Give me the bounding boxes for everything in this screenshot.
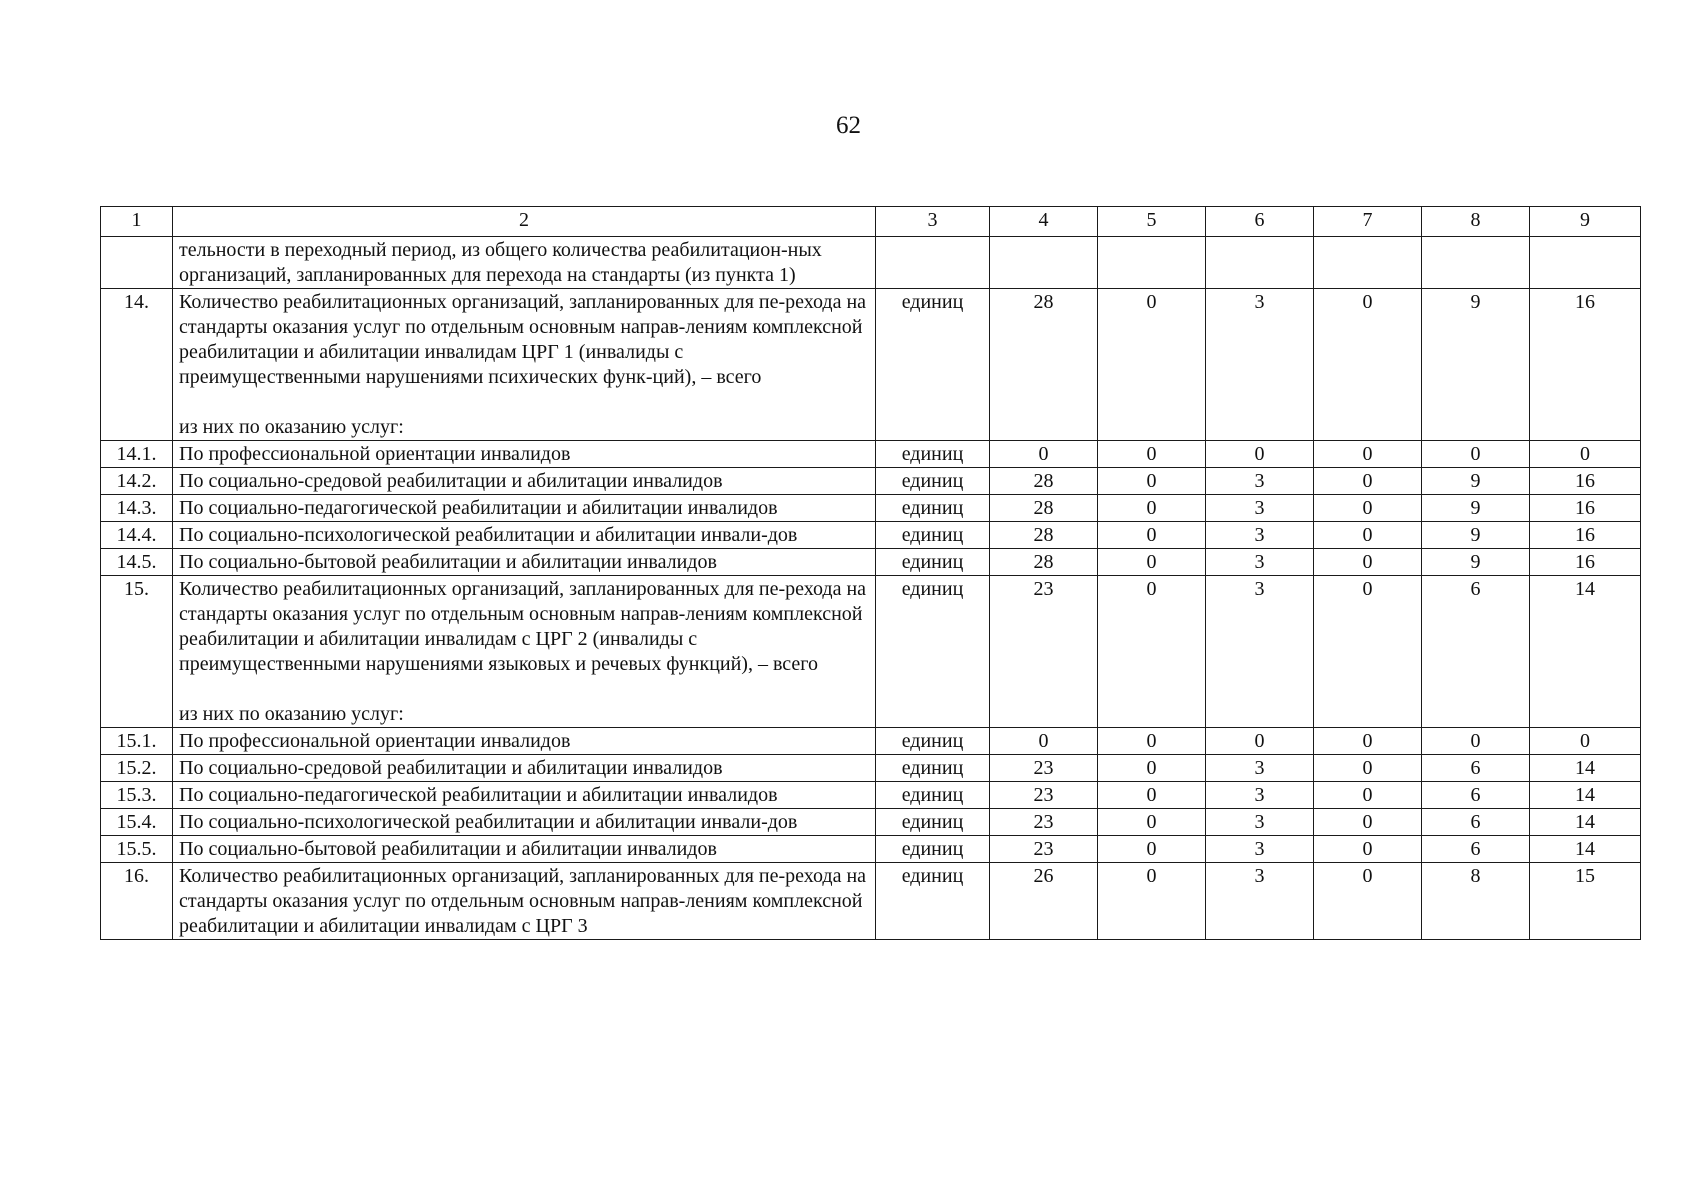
column-header: 4	[990, 207, 1098, 237]
row-value: 3	[1206, 289, 1314, 441]
row-description: По социально-педагогической реабилитации и абилитации инвалидов	[179, 497, 778, 519]
row-description-cell	[173, 468, 876, 495]
row-value: 0	[1530, 728, 1641, 755]
row-unit: единиц	[876, 755, 990, 782]
row-value: 14	[1530, 836, 1641, 863]
row-number: 14.1.	[101, 441, 173, 468]
row-value: 3	[1206, 863, 1314, 940]
table-row	[101, 237, 1641, 289]
row-value: 0	[1098, 441, 1206, 468]
column-header: 1	[101, 207, 173, 237]
row-value: 8	[1422, 863, 1530, 940]
row-value: 0	[1206, 728, 1314, 755]
row-value: 0	[1098, 755, 1206, 782]
indicators-table	[100, 206, 1641, 940]
row-value: 14	[1530, 809, 1641, 836]
row-value: 3	[1206, 549, 1314, 576]
row-number: 14.	[101, 289, 173, 441]
row-description: Количество реабилитационных организаций, запланированных для пе-рехода на стандарты оказания услуг по отдельным основным направ-лениям комплексной реабилитации и абилитации инвалидам с ЦРГ 3	[179, 865, 867, 937]
row-number: 14.3.	[101, 495, 173, 522]
row-value: 0	[1314, 863, 1422, 940]
row-unit	[876, 237, 990, 289]
row-value: 0	[1098, 522, 1206, 549]
row-description-cell	[173, 728, 876, 755]
column-header: 6	[1206, 207, 1314, 237]
row-description: Количество реабилитационных организаций, запланированных для пе-рехода на стандарты оказания услуг по отдельным основным направ-лениям комплексной реабилитации и абилитации инвалидам ЦРГ 1 (инвалиды с преимущественными нарушениями психических функ-ций), – всего	[179, 291, 867, 388]
row-unit: единиц	[876, 289, 990, 441]
row-value: 3	[1206, 495, 1314, 522]
row-value: 3	[1206, 836, 1314, 863]
row-value: 28	[990, 289, 1098, 441]
row-unit: единиц	[876, 728, 990, 755]
row-value: 0	[1314, 576, 1422, 728]
row-number: 14.2.	[101, 468, 173, 495]
row-value: 0	[1422, 728, 1530, 755]
row-description-cell	[173, 755, 876, 782]
row-value: 16	[1530, 468, 1641, 495]
row-value: 14	[1530, 755, 1641, 782]
row-value: 16	[1530, 495, 1641, 522]
table-row	[101, 522, 1641, 549]
row-subheading: из них по оказанию услуг:	[179, 416, 404, 438]
row-description-cell	[173, 237, 876, 289]
row-value	[1206, 237, 1314, 289]
column-header: 2	[173, 207, 876, 237]
column-header: 9	[1530, 207, 1641, 237]
row-value: 0	[1314, 549, 1422, 576]
table-row	[101, 836, 1641, 863]
row-value: 0	[1314, 728, 1422, 755]
row-subheading: из них по оказанию услуг:	[179, 703, 404, 725]
page-number: 62	[836, 112, 861, 139]
row-description: По профессиональной ориентации инвалидов	[179, 443, 571, 465]
row-unit: единиц	[876, 809, 990, 836]
row-number: 15.5.	[101, 836, 173, 863]
row-number: 14.4.	[101, 522, 173, 549]
row-description-cell	[173, 289, 876, 441]
row-value: 28	[990, 549, 1098, 576]
row-unit: единиц	[876, 549, 990, 576]
row-value: 0	[1314, 495, 1422, 522]
row-value: 16	[1530, 289, 1641, 441]
row-unit: единиц	[876, 495, 990, 522]
row-value: 3	[1206, 782, 1314, 809]
row-description-cell	[173, 863, 876, 940]
row-value: 16	[1530, 549, 1641, 576]
row-value: 6	[1422, 755, 1530, 782]
row-description-cell	[173, 836, 876, 863]
row-unit: единиц	[876, 836, 990, 863]
row-value: 0	[1314, 809, 1422, 836]
row-description: тельности в переходный период, из общего количества реабилитацион-ных организаций, запланированных для перехода на стандарты (из пункта 1)	[179, 239, 822, 286]
row-description-cell	[173, 782, 876, 809]
row-value: 23	[990, 809, 1098, 836]
row-value: 3	[1206, 522, 1314, 549]
row-value: 0	[1098, 576, 1206, 728]
row-value: 23	[990, 755, 1098, 782]
row-value: 9	[1422, 289, 1530, 441]
row-value: 6	[1422, 576, 1530, 728]
row-description-cell	[173, 495, 876, 522]
row-value: 16	[1530, 522, 1641, 549]
column-number-row	[101, 207, 1641, 237]
row-number: 15.	[101, 576, 173, 728]
row-unit: единиц	[876, 863, 990, 940]
row-value: 23	[990, 836, 1098, 863]
row-description: По социально-средовой реабилитации и абилитации инвалидов	[179, 757, 723, 779]
table-row	[101, 576, 1641, 728]
row-value: 14	[1530, 782, 1641, 809]
row-description: По социально-бытовой реабилитации и абилитации инвалидов	[179, 838, 717, 860]
table-row	[101, 289, 1641, 441]
row-value	[1422, 237, 1530, 289]
row-value: 0	[1422, 441, 1530, 468]
column-header: 8	[1422, 207, 1530, 237]
row-number	[101, 237, 173, 289]
row-value: 14	[1530, 576, 1641, 728]
row-number: 16.	[101, 863, 173, 940]
row-number: 15.3.	[101, 782, 173, 809]
row-description: По социально-средовой реабилитации и абилитации инвалидов	[179, 470, 723, 492]
row-description-cell	[173, 522, 876, 549]
table-row	[101, 809, 1641, 836]
row-value: 0	[990, 441, 1098, 468]
table-body	[101, 207, 1641, 940]
row-value: 9	[1422, 468, 1530, 495]
row-unit: единиц	[876, 522, 990, 549]
row-value: 6	[1422, 782, 1530, 809]
row-value: 0	[1314, 289, 1422, 441]
row-value	[990, 237, 1098, 289]
row-value: 9	[1422, 495, 1530, 522]
row-value: 0	[1098, 863, 1206, 940]
table-row	[101, 468, 1641, 495]
table-row	[101, 549, 1641, 576]
row-value: 3	[1206, 755, 1314, 782]
row-value: 6	[1422, 809, 1530, 836]
column-header: 5	[1098, 207, 1206, 237]
row-value: 28	[990, 522, 1098, 549]
row-unit: единиц	[876, 782, 990, 809]
row-description: По социально-бытовой реабилитации и абилитации инвалидов	[179, 551, 717, 573]
row-value: 0	[1314, 522, 1422, 549]
row-value: 0	[1098, 289, 1206, 441]
row-value: 0	[1098, 809, 1206, 836]
row-description: По социально-педагогической реабилитации и абилитации инвалидов	[179, 784, 778, 806]
row-value: 0	[1314, 782, 1422, 809]
row-value: 6	[1422, 836, 1530, 863]
row-description-cell	[173, 441, 876, 468]
table-row	[101, 863, 1641, 940]
row-value	[1314, 237, 1422, 289]
table-row	[101, 441, 1641, 468]
row-value: 0	[1314, 441, 1422, 468]
row-description-cell	[173, 809, 876, 836]
row-value: 28	[990, 495, 1098, 522]
row-value: 0	[1098, 728, 1206, 755]
row-description-cell	[173, 576, 876, 728]
row-value: 3	[1206, 809, 1314, 836]
row-value: 0	[1314, 836, 1422, 863]
row-value: 0	[1530, 441, 1641, 468]
table-row	[101, 755, 1641, 782]
row-value: 3	[1206, 468, 1314, 495]
row-value: 0	[1098, 782, 1206, 809]
row-value: 26	[990, 863, 1098, 940]
row-description: По социально-психологической реабилитации и абилитации инвали-дов	[179, 811, 798, 833]
row-unit: единиц	[876, 441, 990, 468]
row-number: 14.5.	[101, 549, 173, 576]
row-value: 9	[1422, 549, 1530, 576]
row-value: 9	[1422, 522, 1530, 549]
row-description-cell	[173, 549, 876, 576]
row-unit: единиц	[876, 468, 990, 495]
column-header: 3	[876, 207, 990, 237]
row-value: 0	[1314, 755, 1422, 782]
row-value: 23	[990, 782, 1098, 809]
table-row	[101, 728, 1641, 755]
table-row	[101, 782, 1641, 809]
row-value: 0	[1314, 468, 1422, 495]
row-number: 15.2.	[101, 755, 173, 782]
table-row	[101, 495, 1641, 522]
row-number: 15.4.	[101, 809, 173, 836]
row-value: 28	[990, 468, 1098, 495]
row-description: По профессиональной ориентации инвалидов	[179, 730, 571, 752]
row-value: 0	[990, 728, 1098, 755]
row-value: 0	[1098, 549, 1206, 576]
row-value	[1530, 237, 1641, 289]
row-unit: единиц	[876, 576, 990, 728]
row-description: По социально-психологической реабилитации и абилитации инвали-дов	[179, 524, 798, 546]
row-value: 0	[1098, 468, 1206, 495]
row-description: Количество реабилитационных организаций, запланированных для пе-рехода на стандарты оказания услуг по отдельным основным направ-лениям комплексной реабилитации и абилитации инвалидам с ЦРГ 2 (инвалиды с преимущественными нарушениями языковых и речевых функций), – всего	[179, 578, 867, 675]
row-value: 23	[990, 576, 1098, 728]
row-value: 0	[1206, 441, 1314, 468]
row-value: 0	[1098, 836, 1206, 863]
row-number: 15.1.	[101, 728, 173, 755]
row-value: 3	[1206, 576, 1314, 728]
column-header: 7	[1314, 207, 1422, 237]
row-value: 0	[1098, 495, 1206, 522]
row-value: 15	[1530, 863, 1641, 940]
row-value	[1098, 237, 1206, 289]
